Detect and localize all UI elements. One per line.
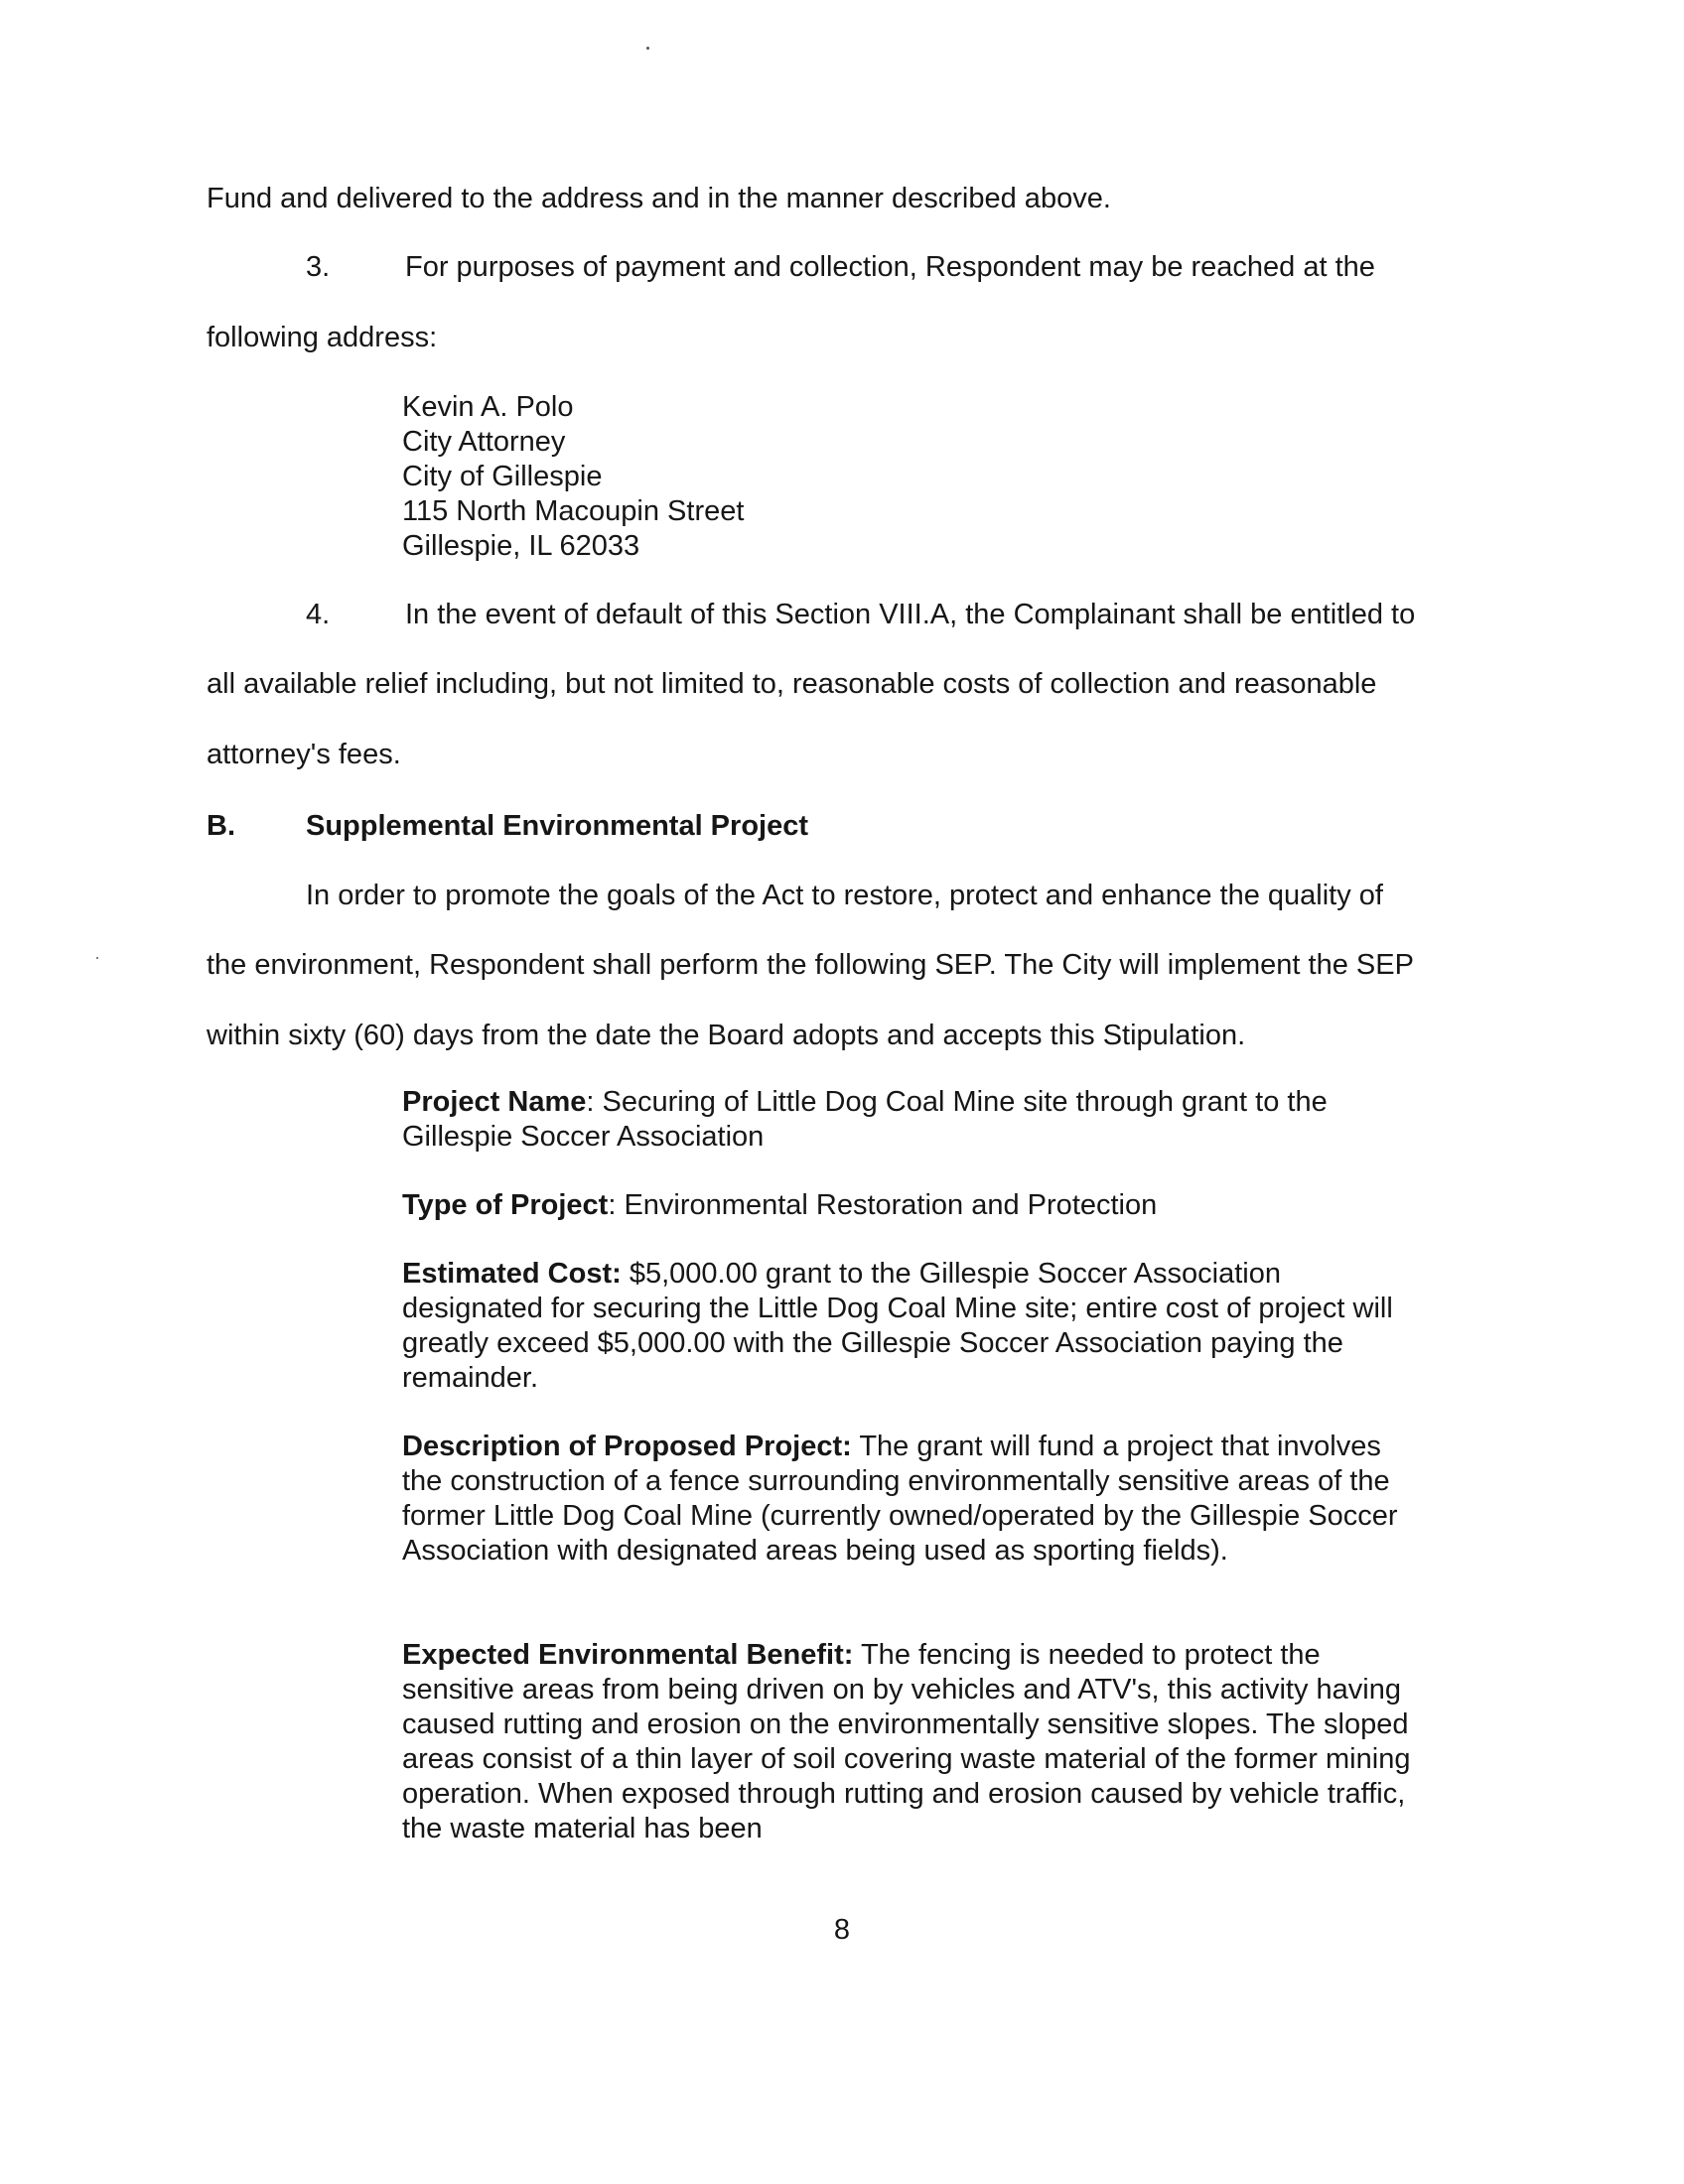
item-label: Type of Project <box>402 1189 609 1221</box>
item-text: : Environmental Restoration and Protection <box>608 1189 1158 1221</box>
paragraph-4-line-2: all available relief including, but not limited to, reasonable costs of collection and reasonable <box>207 668 1377 700</box>
item-text: : Securing of Little Dog Coal Mine site through grant to the Gillespie Soccer Association <box>402 1086 1328 1153</box>
item-text: The grant will fund a project that involves the construction of a fence surrounding environmentally sensitive areas of the former Little Dog Coal Mine (currently owned/operated by the Gillespie Soccer Association with designated areas being used as sporting fields). <box>402 1431 1398 1567</box>
paragraph-number: 3. <box>306 251 331 283</box>
sep-intro-line-1: In order to promote the goals of the Act to restore, protect and enhance the quality of <box>306 880 1383 911</box>
sep-intro-line-3: within sixty (60) days from the date the Board adopts and accepts this Stipulation. <box>207 1020 1246 1051</box>
scan-speck <box>96 957 98 959</box>
section-heading: Supplemental Environmental Project <box>306 810 808 842</box>
address-org: City of Gillespie <box>402 461 603 492</box>
paragraph-4-line-3: attorney's fees. <box>207 739 401 770</box>
project-name-item <box>402 1085 1415 1155</box>
paragraph-number: 4. <box>306 599 331 630</box>
item-label: Project Name <box>402 1086 587 1118</box>
paragraph-3-line-2: following address: <box>207 322 438 353</box>
project-type-item <box>402 1188 1415 1223</box>
paragraph-3-line-1: For purposes of payment and collection, Respondent may be reached at the <box>405 251 1375 283</box>
item-label: Description of Proposed Project: <box>402 1431 852 1462</box>
item-label: Estimated Cost: <box>402 1258 622 1290</box>
address-block <box>402 390 744 564</box>
scan-speck <box>646 47 649 50</box>
item-label: Expected Environmental Benefit: <box>402 1639 854 1671</box>
environmental-benefit-item <box>402 1638 1415 1846</box>
page-number: 8 <box>833 1914 851 1946</box>
sep-intro-line-2: the environment, Respondent shall perform the following SEP. The City will implement the SEP <box>207 949 1414 981</box>
estimated-cost-item <box>402 1257 1415 1396</box>
item-text: $5,000.00 grant to the Gillespie Soccer Association designated for securing the Little Dog Coal Mine site; entire cost of project will greatly exceed $5,000.00 with the Gillespie Soccer Association paying the remainder. <box>402 1258 1393 1394</box>
description-item <box>402 1430 1415 1569</box>
continuation-line: Fund and delivered to the address and in the manner described above. <box>207 183 1111 214</box>
address-street: 115 North Macoupin Street <box>402 495 745 527</box>
item-text: The fencing is needed to protect the sensitive areas from being driven on by vehicles and ATV's, this activity having caused rutting and erosion on the environmentally sensitive slopes. The sloped areas consist of a thin layer of soil covering waste material of the former mining operation. When exposed through rutting and erosion caused by vehicle traffic, the waste material has been <box>402 1639 1411 1844</box>
address-title: City Attorney <box>402 426 566 458</box>
paragraph-4-line-1: In the event of default of this Section VIII.A, the Complainant shall be entitled to <box>405 599 1416 630</box>
section-letter: B. <box>207 810 235 842</box>
address-city: Gillespie, IL 62033 <box>402 530 640 562</box>
address-name: Kevin A. Polo <box>402 391 574 423</box>
